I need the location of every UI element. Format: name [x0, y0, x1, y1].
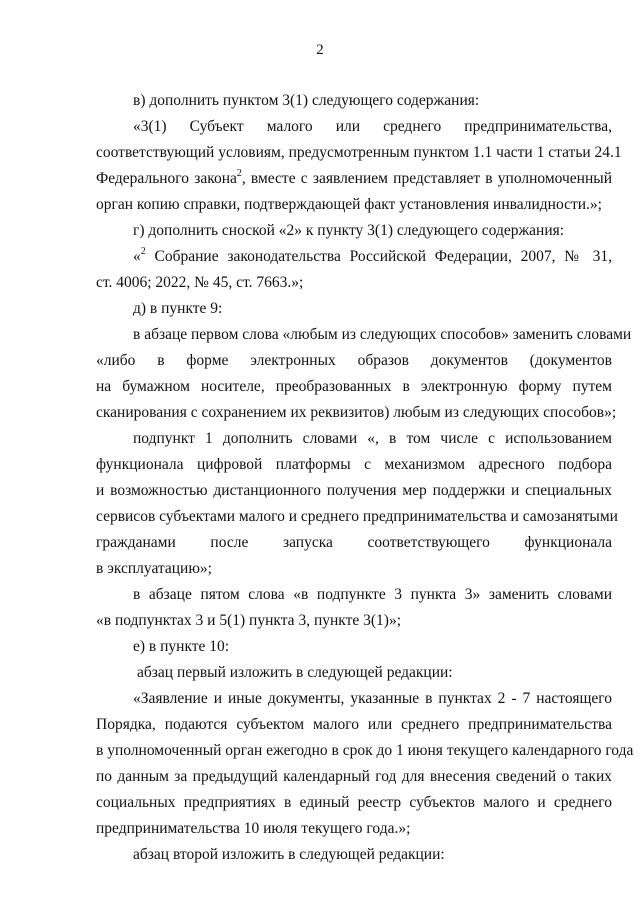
text-fragment: , вместе с заявлением представляет в уполномоченный	[241, 170, 612, 187]
text-line: е) в пункте 10:	[133, 638, 230, 655]
text-line: Порядка, подаются субъектом малого или среднего предпринимательства	[96, 716, 612, 733]
text-line: по данным за предыдущий календарный год для внесения сведений о таких	[96, 768, 612, 785]
text-line: сканирования с сохранением их реквизитов) любым из следующих способов»;	[96, 404, 617, 421]
text-line: орган копию справки, подтверждающей факт установления инвалидности.»;	[96, 196, 602, 213]
text-line: «3(1) Субъект малого или среднего предпринимательства,	[133, 118, 612, 135]
text-fragment: «	[133, 248, 141, 265]
text-line: д) в пункте 9:	[133, 300, 223, 317]
text-line: в эксплуатацию»;	[96, 560, 212, 577]
text-line: абзац первый изложить в следующей редакции:	[137, 664, 453, 681]
text-fragment: Собрание законодательства Российской Федерации, 2007, № 31,	[145, 248, 612, 265]
text-line: в) дополнить пунктом 3(1) следующего содержания:	[133, 92, 480, 109]
text-line: подпункт 1 дополнить словами «, в том числе с использованием	[133, 430, 612, 447]
text-line: ст. 4006; 2022, № 45, ст. 7663.»;	[96, 274, 304, 291]
text-line: «в подпунктах 3 и 5(1) пункта 3, пункте 3(1)»;	[96, 612, 402, 629]
text-line: функционала цифровой платформы с механизмом адресного подбора	[96, 456, 612, 473]
text-line	[96, 169, 612, 189]
text-line: соответствующий условиям, предусмотренным пунктом 1.1 части 1 статьи 24.1	[96, 144, 622, 161]
text-line: в абзаце первом слова «любым из следующих способов» заменить словами	[133, 326, 632, 343]
text-line: на бумажном носителе, преобразованных в электронную форму путем	[96, 378, 612, 395]
text-line: социальных предприятиях в единый реестр субъектов малого и среднего	[96, 794, 612, 811]
text-line: и возможностью дистанционного получения мер поддержки и специальных	[96, 482, 612, 499]
footnote-mark: 2	[236, 167, 242, 179]
text-line	[133, 247, 612, 267]
text-line: сервисов субъектами малого и среднего предпринимательства и самозанятыми	[96, 508, 618, 525]
text-line: гражданами после запуска соответствующего функционала	[96, 534, 612, 551]
page-number: 2	[316, 42, 324, 58]
text-line: г) дополнить сноской «2» к пункту 3(1) следующего содержания:	[133, 222, 565, 239]
text-line: абзац второй изложить в следующей редакции:	[133, 846, 445, 863]
text-line: «либо в форме электронных образов документов (документов	[96, 352, 612, 369]
text-line: предпринимательства 10 июля текущего года.»;	[96, 820, 411, 837]
text-line: в абзаце пятом слова «в подпункте 3 пункта 3» заменить словами	[133, 586, 612, 603]
text-line: в уполномоченный орган ежегодно в срок до 1 июня текущего календарного года	[96, 742, 634, 759]
text-line: «Заявление и иные документы, указанные в пунктах 2 - 7 настоящего	[133, 690, 612, 707]
text-fragment: Федерального закона	[96, 170, 237, 187]
footnote-mark: 2	[140, 245, 146, 257]
